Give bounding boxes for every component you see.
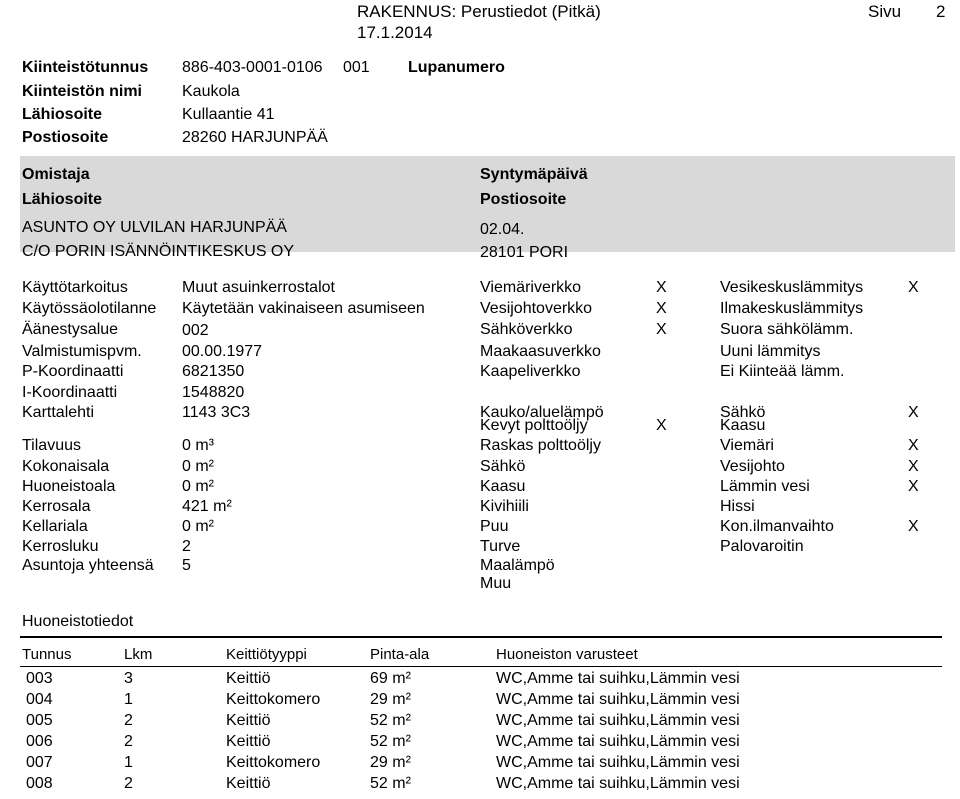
fuel-label: Raskas polttoöljy xyxy=(480,437,601,454)
property-postal-value: 28260 HARJUNPÄÄ xyxy=(182,129,328,146)
info-value: 1143 3C3 xyxy=(182,404,251,421)
cell-lkm: 1 xyxy=(124,754,133,771)
cell-equipment: WC,Amme tai suihku,Lämmin vesi xyxy=(496,670,740,687)
measure-label: Kerrosluku xyxy=(22,538,99,555)
equipment-mark: X xyxy=(908,458,919,475)
cell-tunnus: 008 xyxy=(26,775,53,792)
cell-lkm: 3 xyxy=(124,670,133,687)
network-mark: X xyxy=(656,321,667,338)
info-label: Käytössäolotilanne xyxy=(22,300,157,317)
cell-lkm: 2 xyxy=(124,775,133,792)
cell-area: 29 m² xyxy=(370,691,411,708)
info-label: Äänestysalue xyxy=(22,321,119,338)
owner-date: 02.04. xyxy=(480,221,525,238)
cell-area: 52 m² xyxy=(370,733,411,750)
network-mark: X xyxy=(656,279,667,296)
info-label: Valmistumispvm. xyxy=(22,343,142,360)
cell-kitchen-type: Keittiö xyxy=(226,712,271,729)
heating-label: Ilmakeskuslämmitys xyxy=(720,300,864,317)
network-label: Sähköverkko xyxy=(480,321,573,338)
info-label: I-Koordinaatti xyxy=(22,384,118,401)
cell-tunnus: 003 xyxy=(26,670,53,687)
column-header-equipment: Huoneiston varusteet xyxy=(496,646,638,663)
column-header-tunnus: Tunnus xyxy=(22,646,72,663)
equipment-label: Hissi xyxy=(720,498,755,515)
page-number: 2 xyxy=(936,2,946,21)
fuel-label: Turve xyxy=(480,538,521,555)
property-number-suffix: 001 xyxy=(343,59,370,76)
table-row xyxy=(0,755,960,775)
measure-label: Kerrosala xyxy=(22,498,91,515)
equipment-label: Vesijohto xyxy=(720,458,785,475)
equipment-mark: X xyxy=(908,404,919,421)
report-title: RAKENNUS: Perustiedot (Pitkä) xyxy=(357,2,601,21)
heating-label: Suora sähkölämm. xyxy=(720,321,854,338)
cell-lkm: 2 xyxy=(124,733,133,750)
cell-area: 29 m² xyxy=(370,754,411,771)
cell-tunnus: 006 xyxy=(26,733,53,750)
network-label: Viemäriverkko xyxy=(480,279,582,296)
property-name-label: Kiinteistön nimi xyxy=(22,83,142,100)
cell-equipment: WC,Amme tai suihku,Lämmin vesi xyxy=(496,691,740,708)
property-name-value: Kaukola xyxy=(182,83,240,100)
info-label: Käyttötarkoitus xyxy=(22,279,128,296)
measure-value: 0 m³ xyxy=(182,437,214,454)
cell-area: 52 m² xyxy=(370,712,411,729)
cell-area: 69 m² xyxy=(370,670,411,687)
network-label: Vesijohtoverkko xyxy=(480,300,593,317)
measure-value: 0 m² xyxy=(182,458,214,475)
cell-tunnus: 007 xyxy=(26,754,53,771)
cell-equipment: WC,Amme tai suihku,Lämmin vesi xyxy=(496,775,740,792)
cell-tunnus: 005 xyxy=(26,712,53,729)
cell-equipment: WC,Amme tai suihku,Lämmin vesi xyxy=(496,733,740,750)
info-label: Karttalehti xyxy=(22,404,95,421)
property-number-label: Kiinteistötunnus xyxy=(22,59,149,76)
report-date: 17.1.2014 xyxy=(357,23,433,42)
cell-area: 52 m² xyxy=(370,775,411,792)
fuel-label: Kevyt polttoöljy xyxy=(480,417,588,434)
fuel-label: Kauko/aluelämpö xyxy=(480,404,604,421)
network-mark: X xyxy=(656,300,667,317)
info-value: 00.00.1977 xyxy=(182,343,263,360)
measure-label: Kellariala xyxy=(22,518,88,535)
page-label: Sivu xyxy=(868,2,902,21)
property-postal-label: Postiosoite xyxy=(22,129,109,146)
column-header-area: Pinta-ala xyxy=(370,646,430,663)
cell-kitchen-type: Keittiö xyxy=(226,670,271,687)
apartments-section-title: Huoneistotiedot xyxy=(22,613,134,630)
network-label: Kaapeliverkko xyxy=(480,363,581,380)
heating-label: Uuni lämmitys xyxy=(720,343,821,360)
measure-label: Huoneistoala xyxy=(22,478,116,495)
cell-lkm: 2 xyxy=(124,712,133,729)
measure-value: 5 xyxy=(182,557,191,574)
measure-label: Tilavuus xyxy=(22,437,81,454)
measure-value: 0 m² xyxy=(182,518,214,535)
cell-kitchen-type: Keittokomero xyxy=(226,754,321,771)
measure-value: 421 m² xyxy=(182,498,232,515)
table-row xyxy=(0,671,960,691)
cell-lkm: 1 xyxy=(124,691,133,708)
column-header-kitchen-type: Keittiötyyppi xyxy=(226,646,307,663)
property-address-label: Lähiosoite xyxy=(22,106,103,123)
owner-name: ASUNTO OY ULVILAN HARJUNPÄÄ xyxy=(22,219,287,236)
owner-care-of: C/O PORIN ISÄNNÖINTIKESKUS OY xyxy=(22,243,295,260)
property-number-value: 886-403-0001-0106 xyxy=(182,59,323,76)
property-address-value: Kullaantie 41 xyxy=(182,106,275,123)
lupanumero-label: Lupanumero xyxy=(408,59,505,76)
info-value: 1548820 xyxy=(182,384,245,401)
column-header-lkm: Lkm xyxy=(124,646,153,663)
cell-equipment: WC,Amme tai suihku,Lämmin vesi xyxy=(496,712,740,729)
table-row xyxy=(0,734,960,754)
fuel-label: Sähkö xyxy=(480,458,526,475)
heating-label: Vesikeskuslämmitys xyxy=(720,279,864,296)
section-divider xyxy=(20,636,942,638)
measure-value: 2 xyxy=(182,538,191,555)
equipment-label: Kon.ilmanvaihto xyxy=(720,518,834,535)
equipment-mark: X xyxy=(908,518,919,535)
equipment-mark: X xyxy=(908,478,919,495)
measure-label: Asuntoja yhteensä xyxy=(22,557,154,574)
info-value: 002 xyxy=(182,322,209,339)
fuel-label: Puu xyxy=(480,518,509,535)
cell-kitchen-type: Keittiö xyxy=(226,733,271,750)
fuel-label: Kaasu xyxy=(480,478,526,495)
equipment-label: Kaasu xyxy=(720,417,766,434)
cell-kitchen-type: Keittiö xyxy=(226,775,271,792)
fuel-label: Muu xyxy=(480,575,512,592)
info-label: P-Koordinaatti xyxy=(22,363,124,380)
table-row xyxy=(0,713,960,733)
table-header-divider xyxy=(20,666,942,667)
cell-equipment: WC,Amme tai suihku,Lämmin vesi xyxy=(496,754,740,771)
table-row xyxy=(0,692,960,712)
owner-address-label: Lähiosoite xyxy=(22,191,103,208)
table-row xyxy=(0,776,960,796)
info-value: 6821350 xyxy=(182,363,245,380)
info-value: Muut asuinkerrostalot xyxy=(182,279,335,296)
info-value: Käytetään vakinaiseen asumiseen xyxy=(182,300,425,317)
owner-postal-label: Postiosoite xyxy=(480,191,567,208)
owner-label: Omistaja xyxy=(22,166,90,183)
fuel-label: Maalämpö xyxy=(480,557,555,574)
heating-label: Ei Kiinteää lämm. xyxy=(720,363,845,380)
equipment-label: Viemäri xyxy=(720,437,774,454)
measure-value: 0 m² xyxy=(182,478,214,495)
equipment-label: Lämmin vesi xyxy=(720,478,810,495)
equipment-mark: X xyxy=(908,437,919,454)
equipment-label: Sähkö xyxy=(720,404,766,421)
network-label: Maakaasuverkko xyxy=(480,343,601,360)
equipment-label: Palovaroitin xyxy=(720,538,804,555)
fuel-label: Kivihiili xyxy=(480,498,529,515)
heating-mark: X xyxy=(908,279,919,296)
owner-post: 28101 PORI xyxy=(480,244,569,261)
owner-birthdate-label: Syntymäpäivä xyxy=(480,166,588,183)
measure-label: Kokonaisala xyxy=(22,458,110,475)
cell-kitchen-type: Keittokomero xyxy=(226,691,321,708)
cell-tunnus: 004 xyxy=(26,691,53,708)
fuel-mark: X xyxy=(656,417,667,434)
